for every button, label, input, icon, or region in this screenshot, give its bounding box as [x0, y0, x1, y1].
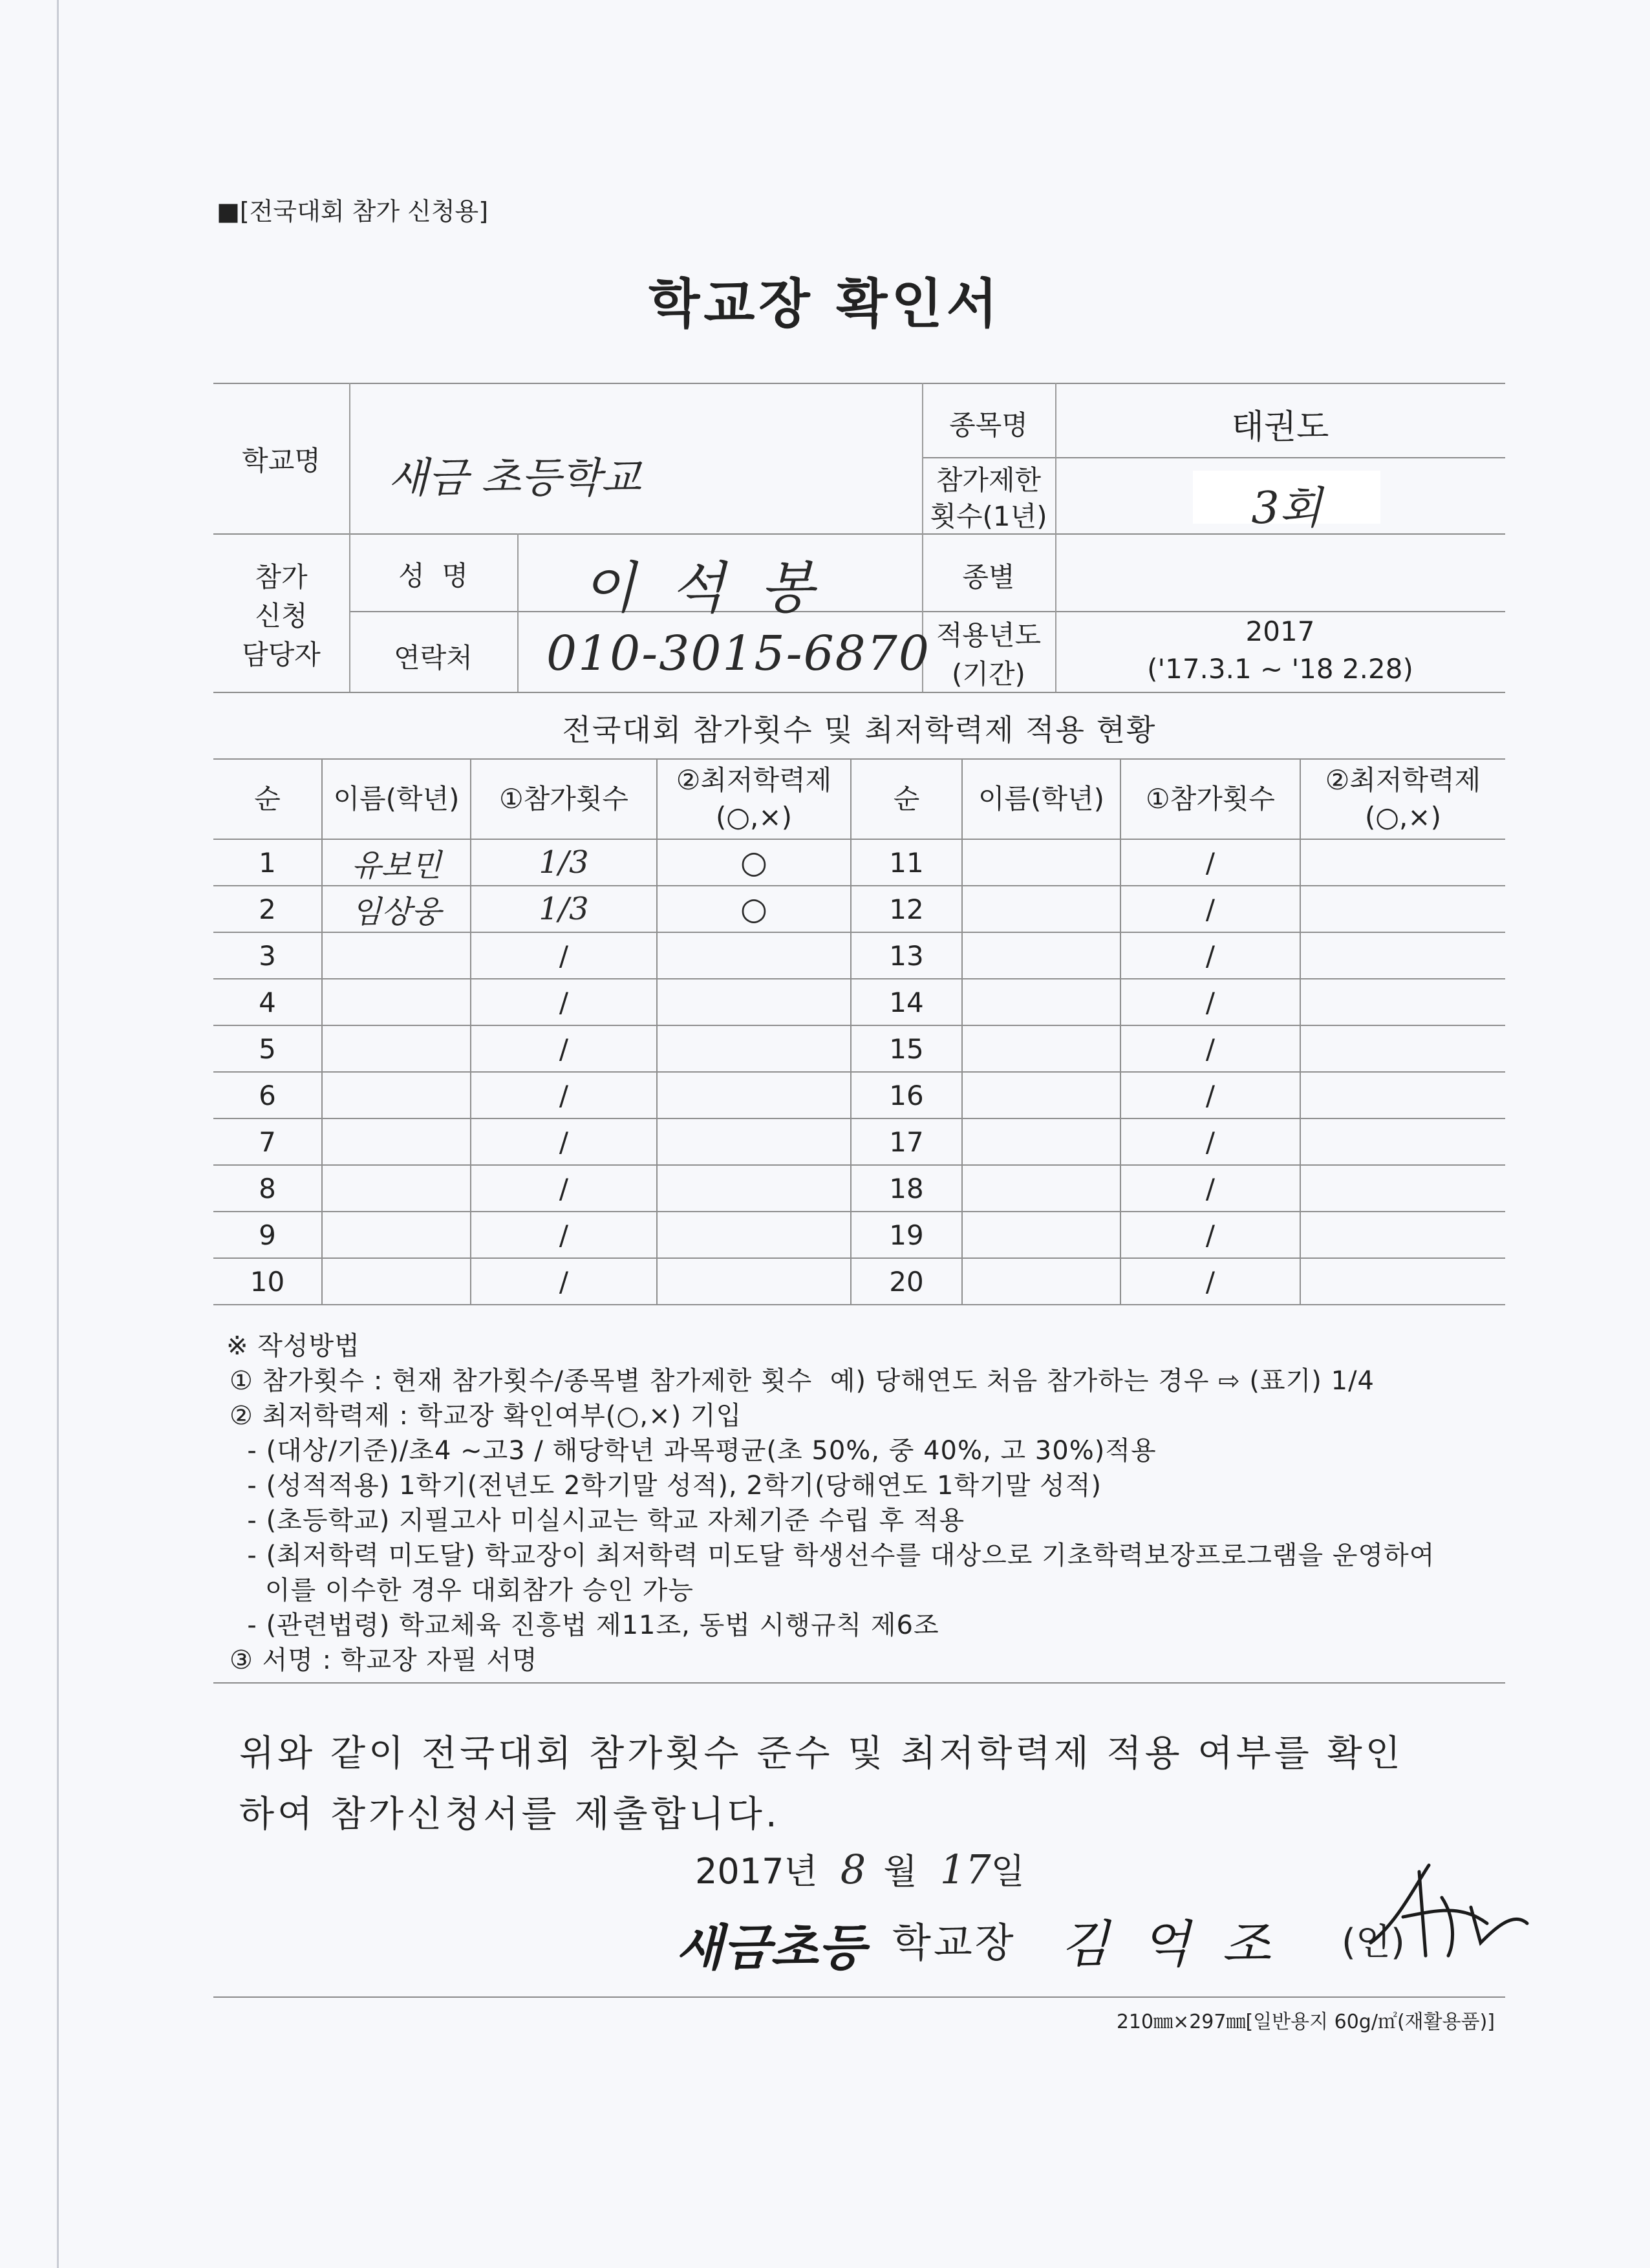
- row-name: [962, 886, 1120, 932]
- row-number: 9: [213, 1212, 322, 1258]
- table-row: [213, 1072, 1505, 1118]
- declaration-line-1: 위와 같이 전국대회 참가횟수 준수 및 최저학력제 적용 여부를 확인: [239, 1733, 1404, 1775]
- notes-heading: ※ 작성방법: [226, 1331, 360, 1361]
- type-label: 종별: [962, 561, 1015, 593]
- school-label: 학교명: [242, 445, 321, 476]
- table-header-row: [213, 759, 1505, 839]
- row-min: [1300, 1118, 1505, 1165]
- applicant-name: 이 석 봉: [582, 556, 814, 621]
- seal-label: (인): [1342, 1921, 1405, 1963]
- page-edge: [57, 0, 59, 2268]
- note-line: - (성적적용) 1학기(전년도 2학기말 성적), 2학기(당해연도 1학기말 성적): [230, 1471, 1102, 1501]
- row-number: 7: [213, 1118, 322, 1165]
- table-row: [213, 1025, 1505, 1072]
- row-count: 1/3: [471, 839, 657, 886]
- limit-value: 3회: [1251, 483, 1322, 534]
- row-count: /: [471, 1118, 657, 1165]
- row-number: 6: [213, 1072, 322, 1118]
- row-min: [1300, 839, 1505, 886]
- row-name: [962, 979, 1120, 1025]
- date-day-value: 17: [939, 1846, 991, 1893]
- row-number: 11: [851, 839, 962, 886]
- note-line: ② 최저학력제 : 학교장 확인여부(○,×) 기입: [230, 1401, 742, 1431]
- row-min: [1300, 1025, 1505, 1072]
- contact-value: 010-3015-6870: [546, 626, 930, 681]
- row-name: [962, 1212, 1120, 1258]
- row-name: [322, 1118, 471, 1165]
- category-tag: ■[전국대회 참가 신청용]: [217, 197, 489, 226]
- row-name: [322, 1165, 471, 1212]
- row-min: [1300, 1165, 1505, 1212]
- sport-label: 종목명: [949, 409, 1028, 441]
- row-min: [657, 1258, 851, 1305]
- date-day-unit: 일: [991, 1851, 1025, 1892]
- row-count: /: [1120, 886, 1300, 932]
- row-min: [1300, 1258, 1505, 1305]
- row-min: [1300, 1072, 1505, 1118]
- note-line: ① 참가횟수 : 현재 참가횟수/종목별 참가제한 횟수 예) 당해연도 처음 참가하는 경우 ⇨ (표기) 1/4: [230, 1366, 1375, 1396]
- note-line: - (초등학교) 지필고사 미실시교는 학교 자체기준 수립 후 적용: [230, 1506, 965, 1535]
- note-line: ③ 서명 : 학교장 자필 서명: [230, 1645, 538, 1675]
- submission-date: [695, 1844, 1025, 1894]
- col-no-right: 순: [851, 759, 962, 839]
- row-number: 4: [213, 979, 322, 1025]
- school-handwritten: 새금초등: [676, 1919, 866, 1976]
- col-name-right: 이름(학년): [962, 759, 1120, 839]
- col-no-left: 순: [213, 759, 322, 839]
- principal-role: 학교장: [892, 1919, 1016, 1966]
- row-name: [962, 1258, 1120, 1305]
- row-min: [657, 1025, 851, 1072]
- row-count: /: [1120, 839, 1300, 886]
- applicant-label-1: 참가: [255, 561, 308, 593]
- row-name: [322, 1212, 471, 1258]
- row-count: /: [471, 1072, 657, 1118]
- table-row: [213, 1258, 1505, 1305]
- row-number: 16: [851, 1072, 962, 1118]
- date-year: 2017년: [695, 1851, 818, 1892]
- table-row: [213, 1165, 1505, 1212]
- row-count: /: [471, 1258, 657, 1305]
- principal-name: 김 억 조: [1060, 1916, 1271, 1974]
- table-row: [213, 1212, 1505, 1258]
- table-row: [213, 932, 1505, 979]
- row-number: 2: [213, 886, 322, 932]
- date-month-unit: 월: [883, 1851, 917, 1892]
- applicant-label-2: 신청: [255, 600, 308, 632]
- row-min: [1300, 886, 1505, 932]
- year-value-2: ('17.3.1 ~ '18 2.28): [1147, 653, 1413, 685]
- col-name-left: 이름(학년): [322, 759, 471, 839]
- row-count: /: [1120, 1165, 1300, 1212]
- row-name: [322, 1072, 471, 1118]
- row-count: /: [1120, 1258, 1300, 1305]
- row-number: 8: [213, 1165, 322, 1212]
- row-number: 10: [213, 1258, 322, 1305]
- row-count: /: [1120, 1072, 1300, 1118]
- row-name: [322, 979, 471, 1025]
- year-label-1: 적용년도: [936, 619, 1042, 651]
- row-count: /: [1120, 1118, 1300, 1165]
- col-min-left: ②최저학력제 (○,×): [657, 759, 851, 839]
- applicant-label-3: 담당자: [242, 639, 321, 670]
- page-title: 학교장 확인서: [648, 273, 1002, 335]
- row-name: [962, 932, 1120, 979]
- row-number: 20: [851, 1258, 962, 1305]
- date-month-value: 8: [840, 1846, 866, 1893]
- limit-label-2: 횟수(1년): [930, 500, 1047, 532]
- row-name: [962, 1118, 1120, 1165]
- row-count: /: [1120, 1212, 1300, 1258]
- row-count: /: [1120, 932, 1300, 979]
- row-count: /: [471, 932, 657, 979]
- year-value-1: 2017: [1245, 615, 1315, 647]
- row-number: 17: [851, 1118, 962, 1165]
- row-min: [1300, 932, 1505, 979]
- declaration-line-2: 하여 참가신청서를 제출합니다.: [239, 1793, 780, 1835]
- row-min: [657, 1165, 851, 1212]
- row-min: [657, 1212, 851, 1258]
- school-value: 새금 초등학교: [388, 455, 641, 502]
- note-line: - (관련법령) 학교체육 진흥법 제11조, 동법 시행규칙 제6조: [230, 1610, 939, 1640]
- row-count: /: [471, 979, 657, 1025]
- row-name: 임상웅: [322, 886, 471, 932]
- contact-label: 연락처: [394, 642, 473, 674]
- row-min: [1300, 979, 1505, 1025]
- note-line: 이를 이수한 경우 대회참가 승인 가능: [230, 1576, 694, 1605]
- row-number: 19: [851, 1212, 962, 1258]
- row-count: 1/3: [471, 886, 657, 932]
- row-count: /: [1120, 1025, 1300, 1072]
- row-min: [657, 979, 851, 1025]
- row-number: 15: [851, 1025, 962, 1072]
- participation-table: [213, 758, 1505, 1305]
- row-name: [962, 839, 1120, 886]
- row-min: [657, 1118, 851, 1165]
- table-row: [213, 886, 1505, 932]
- row-name: [322, 932, 471, 979]
- row-number: 14: [851, 979, 962, 1025]
- signature-scribble: [1358, 1846, 1539, 1975]
- row-number: 13: [851, 932, 962, 979]
- row-name: [322, 1025, 471, 1072]
- notes-list: [230, 1360, 1510, 1674]
- table-row: [213, 979, 1505, 1025]
- row-count: /: [471, 1025, 657, 1072]
- row-number: 1: [213, 839, 322, 886]
- row-count: /: [471, 1165, 657, 1212]
- col-min-right: ②최저학력제 (○,×): [1300, 759, 1505, 839]
- limit-label-1: 참가제한: [936, 464, 1042, 496]
- row-min: [657, 1072, 851, 1118]
- row-min: ○: [657, 886, 851, 932]
- section-title: 전국대회 참가횟수 및 최저학력제 적용 현황: [562, 712, 1157, 747]
- col-count-left: ①참가횟수: [471, 759, 657, 839]
- table-row: [213, 839, 1505, 886]
- row-name: [962, 1165, 1120, 1212]
- note-line: - (대상/기준)/초4 ~고3 / 해당학년 과목평균(초 50%, 중 40%, 고 30%)적용: [230, 1436, 1157, 1466]
- name-label: 성 명: [398, 560, 468, 592]
- row-name: [962, 1072, 1120, 1118]
- col-count-right: ①참가횟수: [1120, 759, 1300, 839]
- row-count: /: [471, 1212, 657, 1258]
- note-line: - (최저학력 미도달) 학교장이 최저학력 미도달 학생선수를 대상으로 기초학력보장프로그램을 운영하여: [230, 1541, 1435, 1570]
- row-min: [1300, 1212, 1505, 1258]
- row-number: 18: [851, 1165, 962, 1212]
- row-name: 유보민: [322, 839, 471, 886]
- row-name: [962, 1025, 1120, 1072]
- sport-value: 태권도: [1231, 408, 1329, 447]
- row-number: 12: [851, 886, 962, 932]
- row-min: [657, 932, 851, 979]
- table-row: [213, 1118, 1505, 1165]
- row-number: 5: [213, 1025, 322, 1072]
- paper-spec: 210㎜×297㎜[일반용지 60g/㎡(재활용품)]: [1116, 2011, 1495, 2033]
- row-count: /: [1120, 979, 1300, 1025]
- year-label-2: (기간): [952, 658, 1025, 690]
- row-name: [322, 1258, 471, 1305]
- row-number: 3: [213, 932, 322, 979]
- row-min: ○: [657, 839, 851, 886]
